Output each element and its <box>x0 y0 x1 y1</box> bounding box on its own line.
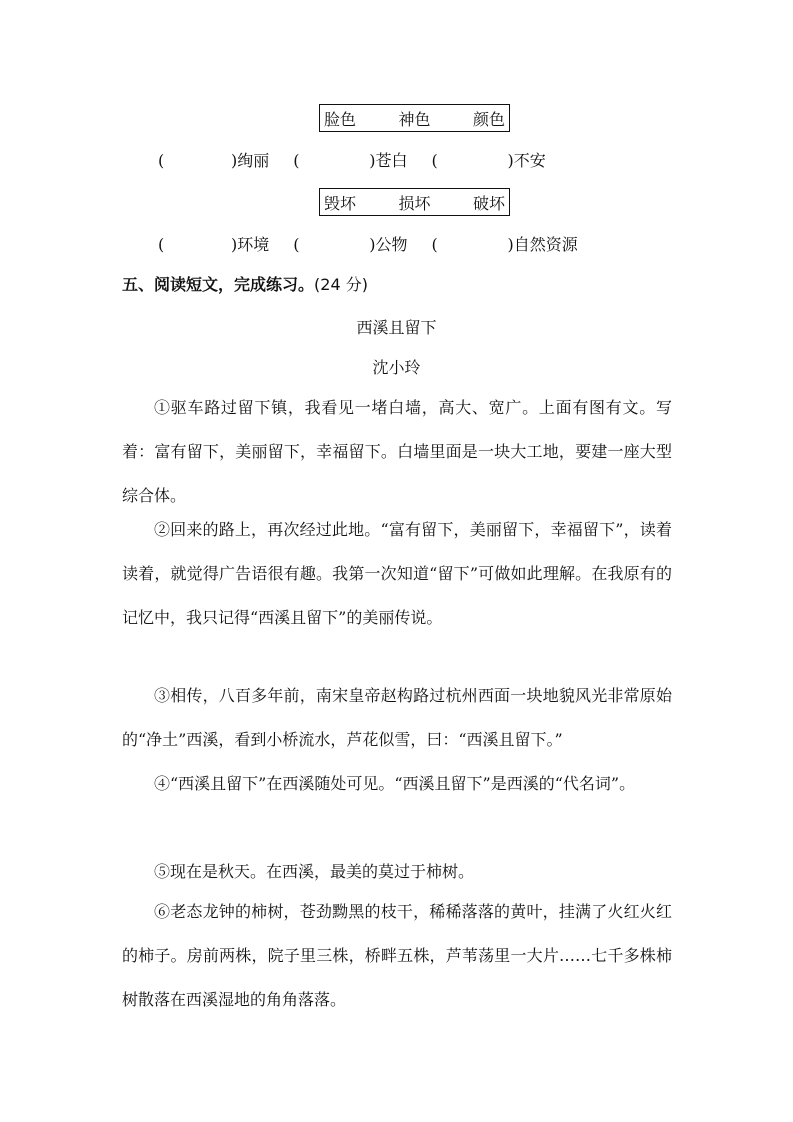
blank-phrase: )公物 <box>369 235 408 254</box>
blank-open-paren[interactable]: ( <box>293 235 300 254</box>
word-choice-box-1 <box>319 104 510 132</box>
article-author: 沈小玲 <box>372 358 421 377</box>
word-choice: 损坏 <box>398 193 431 213</box>
fill-blank-row-2 <box>158 232 578 255</box>
word-choice: 毁坏 <box>324 193 357 213</box>
blank-phrase: )绚丽 <box>231 151 270 170</box>
article-paragraph-1: ①驱车路过留下镇，我看见一堵白墙，高大、宽广。上面有图有文。写着：富有留下，美丽留下，幸福留下。白墙里面是一块大工地，要建一座大型综合体。 <box>122 398 672 505</box>
article-paragraph-3: ③相传，八百多年前，南宋皇帝赵构路过杭州西面一块地貌风光非常原始的“净土”西溪，看到小桥流水，芦花似雪，曰：“西溪且留下。” <box>122 686 672 749</box>
blank-open-paren[interactable]: ( <box>431 235 438 254</box>
word-choice: 破坏 <box>472 193 505 213</box>
section-score: (24 分) <box>314 275 368 294</box>
blank-open-paren[interactable]: ( <box>293 151 300 170</box>
article-paragraph-2: ②回来的路上，再次经过此地。“富有留下，美丽留下，幸福留下”，读着读着，就觉得广告语很有趣。我第一次知道“留下”可做如此理解。在我原有的记忆中，我只记得“西溪且留下”的美丽传说。 <box>122 520 672 627</box>
article-paragraph-4: ④“西溪且留下”在西溪随处可见。“西溪且留下”是西溪的“代名词”。 <box>154 774 636 793</box>
blank-phrase: )自然资源 <box>507 235 578 254</box>
blank-phrase: )苍白 <box>369 151 408 170</box>
blank-phrase: )不安 <box>507 151 546 170</box>
section-title-text: 五、阅读短文，完成练习。 <box>122 275 315 294</box>
word-choice: 颜色 <box>472 109 505 129</box>
article-title: 西溪且留下 <box>356 318 437 337</box>
section-heading <box>122 272 368 295</box>
blank-phrase: )环境 <box>231 235 270 254</box>
fill-blank-row-1 <box>158 148 546 171</box>
word-choice: 脸色 <box>324 109 357 129</box>
word-choice: 神色 <box>398 109 431 129</box>
article-paragraph-5: ⑤现在是秋天。在西溪，最美的莫过于柿树。 <box>154 862 475 881</box>
blank-open-paren[interactable]: ( <box>158 151 165 170</box>
word-choice-box-2 <box>319 188 510 216</box>
blank-open-paren[interactable]: ( <box>431 151 438 170</box>
article-paragraph-6: ⑥老态龙钟的柿树，苍劲黝黑的枝干，稀稀落落的黄叶，挂满了火红火红的柿子。房前两株，院子里三株，桥畔五株，芦苇荡里一大片……七千多株柿树散落在西溪湿地的角角落落。 <box>122 902 672 1009</box>
blank-open-paren[interactable]: ( <box>158 235 165 254</box>
